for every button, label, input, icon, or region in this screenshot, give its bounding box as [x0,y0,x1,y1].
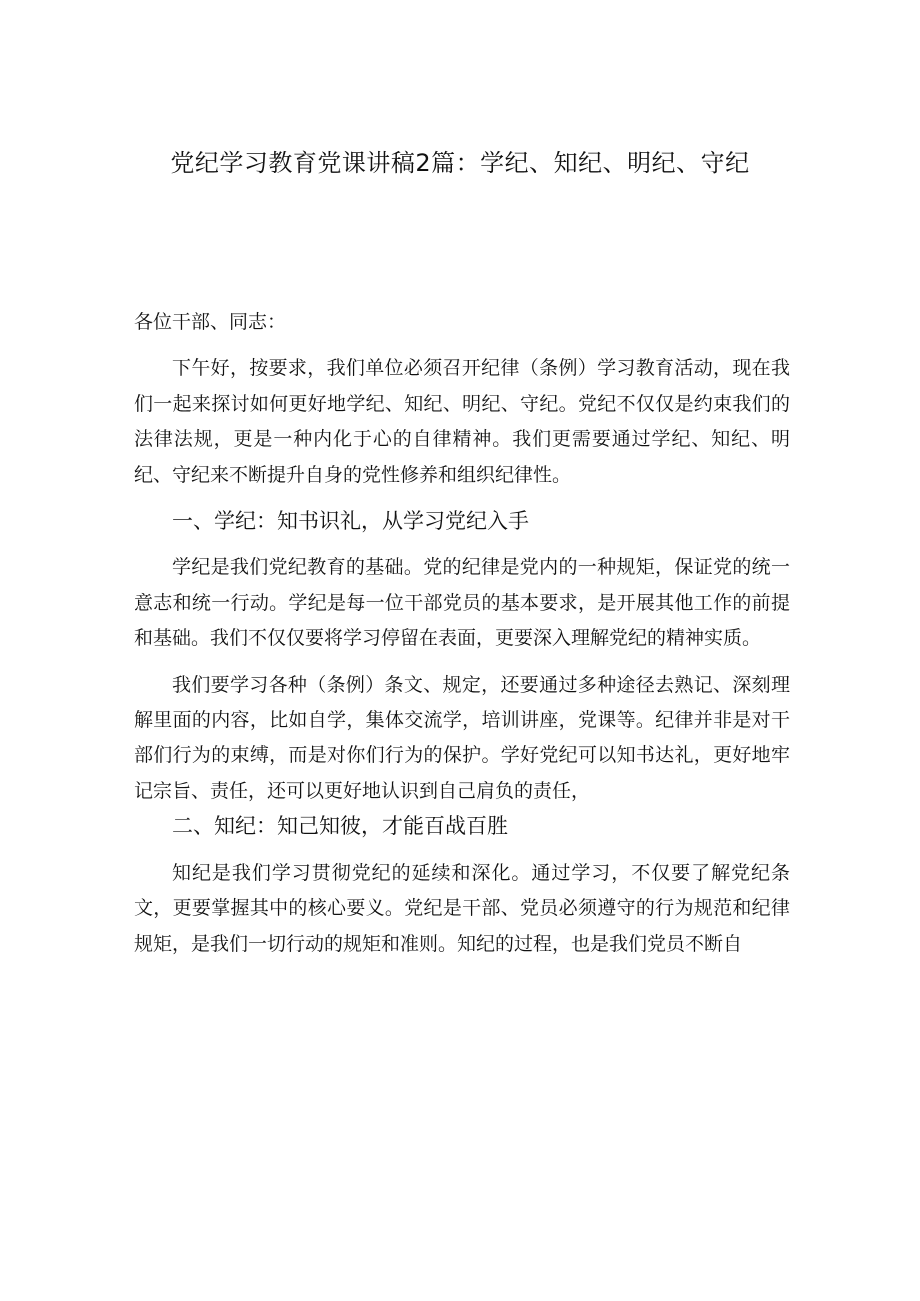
section-2-paragraph-1: 知纪是我们学习贯彻党纪的延续和深化。通过学习，不仅要了解党纪条文，更要掌握其中的核心要义。党纪是干部、党员必须遵守的行为规范和纪律规矩，是我们一切行动的规矩和准则。知纪的过程，也是我们党员不断自 [134,861,790,955]
document-title: 党纪学习教育党课讲稿2篇：学纪、知纪、明纪、守纪 [170,149,750,177]
section-heading-2: 二、知纪：知己知彼，才能百战百胜 [172,814,508,839]
section-1-paragraph-2: 我们要学习各种（条例）条文、规定，还要通过多种途径去熟记、深刻理解里面的内容，比如自学，集体交流学，培训讲座，党课等。纪律并非是对干部们行为的束缚，而是对你们行为的保护。学好党纪可以知书达礼，更好地牢记宗旨、责任，还可以更好地认识到自己肩负的责任， [134,673,790,802]
salutation: 各位干部、同志： [134,311,287,333]
intro-paragraph: 下午好，按要求，我们单位必须召开纪律（条例）学习教育活动，现在我们一起来探讨如何更好地学纪、知纪、明纪、守纪。党纪不仅仅是约束我们的法律法规，更是一种内化于心的自律精神。我们更需要通过学纪、知纪、明纪、守纪来不断提升自身的党性修养和组织纪律性。 [134,357,790,486]
section-1-paragraph-1: 学纪是我们党纪教育的基础。党的纪律是党内的一种规矩，保证党的统一意志和统一行动。学纪是每一位干部党员的基本要求，是开展其他工作的前提和基础。我们不仅仅要将学习停留在表面，更要深入理解党纪的精神实质。 [134,556,790,650]
document-body [134,305,790,962]
section-heading-1: 一、学纪：知书识礼，从学习党纪入手 [172,509,529,534]
